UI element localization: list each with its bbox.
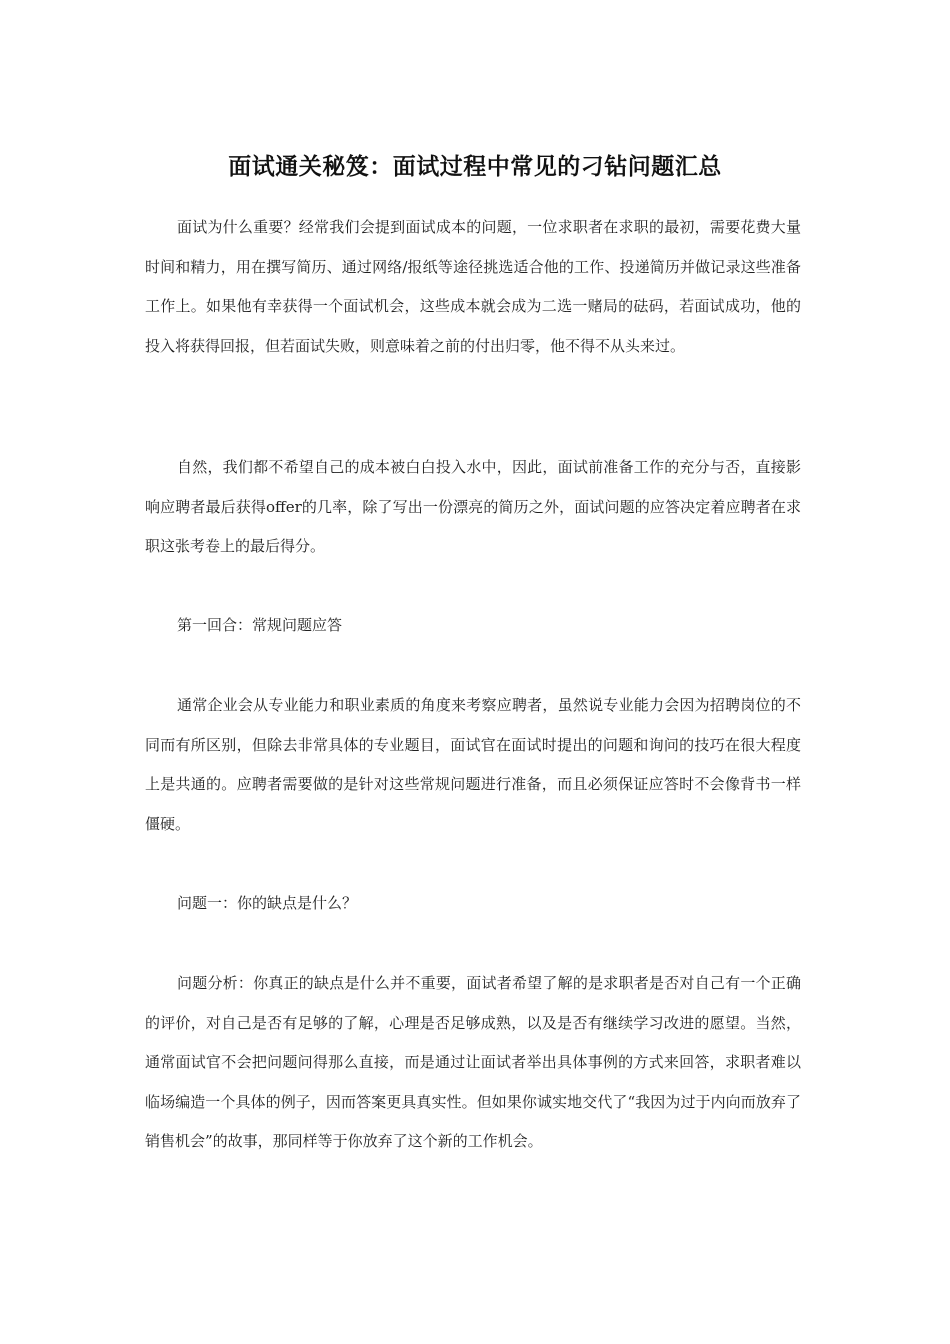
paragraph-common-questions: 通常企业会从专业能力和职业素质的角度来考察应聘者，虽然说专业能力会因为招聘岗位的不同而有所区别，但除去非常具体的专业题目，面试官在面试时提出的问题和询问的技巧在很大程度上是共通的。应聘者需要做的是针对这些常规问题进行准备，而且必须保证应答时不会像背书一样僵硬。 — [145, 696, 801, 833]
paragraph-preparation: 自然，我们都不希望自己的成本被白白投入水中，因此，面试前准备工作的充分与否，直接影响应聘者最后获得offer的几率，除了写出一份漂亮的简历之外，面试问题的应答决定着应聘者在求职这张考卷上的最后得分。 — [145, 458, 801, 555]
section-heading-round-one: 第一回合：常规问题应答 — [177, 616, 343, 634]
paragraph-intro: 面试为什么重要？经常我们会提到面试成本的问题，一位求职者在求职的最初，需要花费大量时间和精力，用在撰写简历、通过网络/报纸等途径挑选适合他的工作、投递简历并做记录这些准备工作上。如果他有幸获得一个面试机会，这些成本就会成为二选一赌局的砝码，若面试成功，他的投入将获得回报，但若面试失败，则意味着之前的付出归零，他不得不从头来过。 — [145, 218, 801, 355]
paragraph-question-analysis: 问题分析：你真正的缺点是什么并不重要，面试者希望了解的是求职者是否对自己有一个正确的评价，对自己是否有足够的了解，心理是否足够成熟，以及是否有继续学习改进的愿望。当然，通常面试官不会把问题问得那么直接，而是通过让面试者举出具体事例的方式来回答，求职者难以临场编造一个具体的例子，因而答案更具真实性。但如果你诚实地交代了“我因为过于内向而放弃了销售机会”的故事，那同样等于你放弃了这个新的工作机会。 — [145, 974, 801, 1150]
document-title: 面试通关秘笈：面试过程中常见的刁钻问题汇总 — [228, 154, 722, 181]
question-heading-one: 问题一：你的缺点是什么？ — [177, 894, 358, 912]
